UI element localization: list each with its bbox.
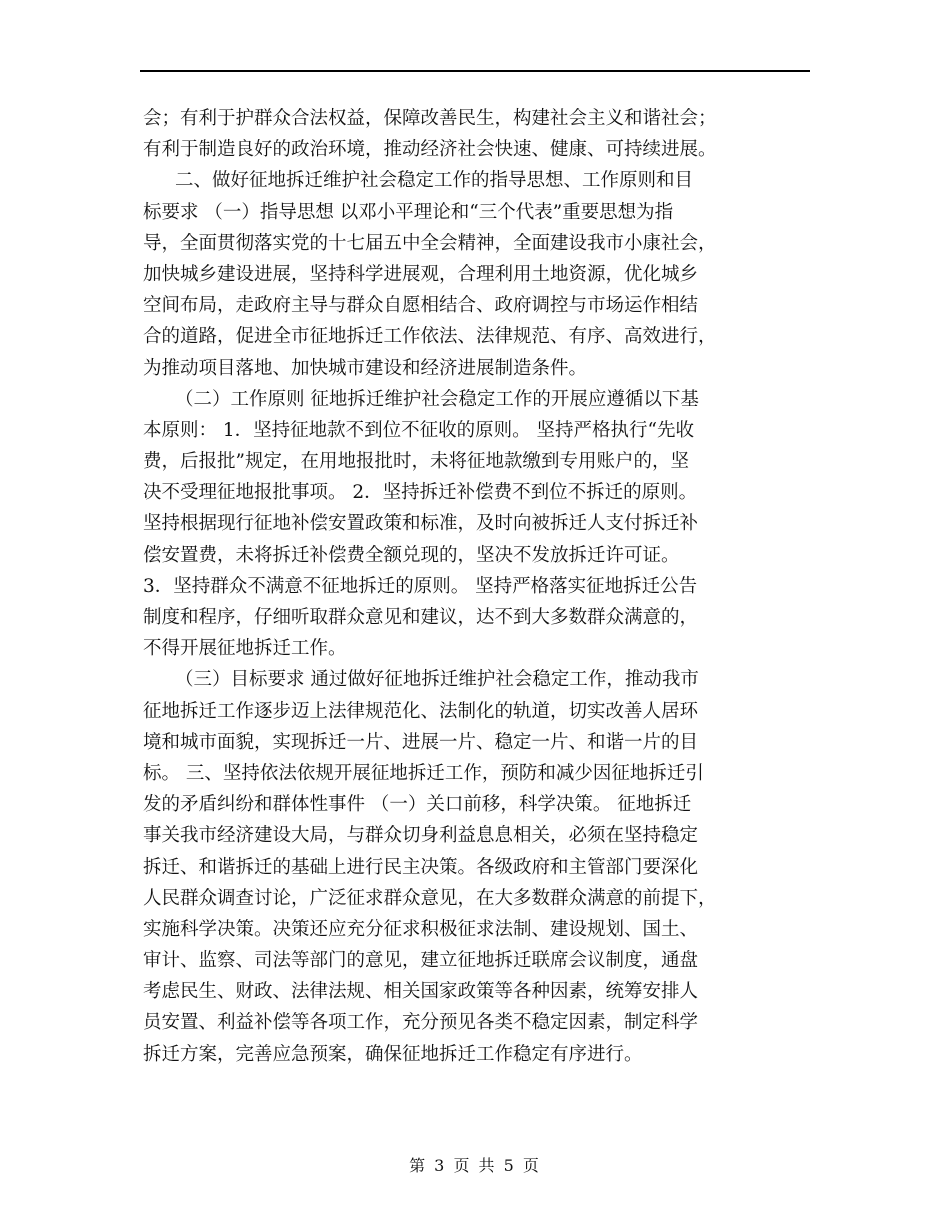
text-line: 为推动项目落地、加快城市建设和经济进展制造条件。 bbox=[143, 357, 588, 379]
text-line: 决不受理征地报批事项。 2．坚持拆迁补偿费不到位不拆迁的原则。 bbox=[143, 482, 698, 504]
text-line: 3．坚持群众不满意不征地拆迁的原则。 坚持严格落实征地拆迁公告 bbox=[143, 575, 698, 597]
text-line: 制度和程序，仔细听取群众意见和建议，达不到大多数群众满意的， bbox=[143, 607, 699, 628]
text-line: 有利于制造良好的政治环境，推动经济社会快速、健康、可持续进展。 bbox=[143, 139, 717, 161]
header-rule bbox=[140, 70, 810, 72]
text-line: 实施科学决策。决策还应充分征求积极征求法制、建设规划、国土、 bbox=[143, 918, 699, 940]
text-line: 本原则： 1．坚持征地款不到位不征收的原则。 坚持严格执行“先收 bbox=[143, 419, 694, 441]
text-line: 费，后报批”规定，在用地报批时，未将征地款缴到专用账户的，坚 bbox=[143, 451, 689, 473]
text-line: 空间布局，走政府主导与群众自愿相结合、政府调控与市场运作相结 bbox=[143, 295, 699, 317]
text-line: 事关我市经济建设大局，与群众切身利益息息相关，必须在坚持稳定 bbox=[143, 825, 699, 847]
text-line: 标。 三、坚持依法依规开展征地拆迁工作，预防和减少因征地拆迁引 bbox=[143, 762, 704, 784]
body-text bbox=[143, 103, 811, 1070]
text-line: 征地拆迁工作逐步迈上法律规范化、法制化的轨道，切实改善人居环 bbox=[143, 700, 699, 722]
page-number-footer: 第 3 页 共 5 页 bbox=[409, 1156, 541, 1175]
text-line: 合的道路，促进全市征地拆迁工作依法、法律规范、有序、高效进行， bbox=[143, 326, 717, 348]
text-line: 导，全面贯彻落实党的十七届五中全会精神，全面建设我市小康社会， bbox=[143, 232, 717, 254]
text-line: 人民群众调查讨论，广泛征求群众意见，在大多数群众满意的前提下， bbox=[143, 887, 717, 909]
text-line: 审计、监察、司法等部门的意见，建立征地拆迁联席会议制度，通盘 bbox=[143, 950, 699, 972]
text-line: 偿安置费，未将拆迁补偿费全额兑现的，坚决不发放拆迁许可证。 bbox=[143, 544, 680, 566]
text-line: 拆迁方案，完善应急预案，确保征地拆迁工作稳定有序进行。 bbox=[143, 1043, 643, 1065]
text-line: 会；有利于护群众合法权益，保障改善民生，构建社会主义和谐社会； bbox=[143, 108, 717, 129]
text-line: 拆迁、和谐拆迁的基础上进行民主决策。各级政府和主管部门要深化 bbox=[143, 856, 699, 878]
text-line: 坚持根据现行征地补偿安置政策和标准，及时向被拆迁人支付拆迁补 bbox=[143, 513, 699, 535]
text-line: 员安置、利益补偿等各项工作，充分预见各类不稳定因素，制定科学 bbox=[143, 1012, 699, 1034]
text-line: 境和城市面貌，实现拆迁一片、进展一片、稳定一片、和谐一片的目 bbox=[143, 731, 699, 753]
text-line: （二）工作原则 征地拆迁维护社会稳定工作的开展应遵循以下基 bbox=[175, 388, 699, 410]
text-line: 不得开展征地拆迁工作。 bbox=[143, 638, 347, 660]
text-line: 加快城乡建设进展，坚持科学进展观，合理利用土地资源，优化城乡 bbox=[143, 263, 699, 285]
text-line: 发的矛盾纠纷和群体性事件 （一）关口前移，科学决策。 征地拆迁 bbox=[143, 794, 692, 816]
text-line: （三）目标要求 通过做好征地拆迁维护社会稳定工作，推动我市 bbox=[175, 669, 699, 691]
text-line: 二、做好征地拆迁维护社会稳定工作的指导思想、工作原则和目 bbox=[175, 170, 694, 192]
text-line: 标要求 （一）指导思想 以邓小平理论和“三个代表”重要思想为指 bbox=[143, 201, 674, 223]
text-line: 考虑民生、财政、法律法规、相关国家政策等各种因素，统筹安排人 bbox=[143, 981, 699, 1003]
